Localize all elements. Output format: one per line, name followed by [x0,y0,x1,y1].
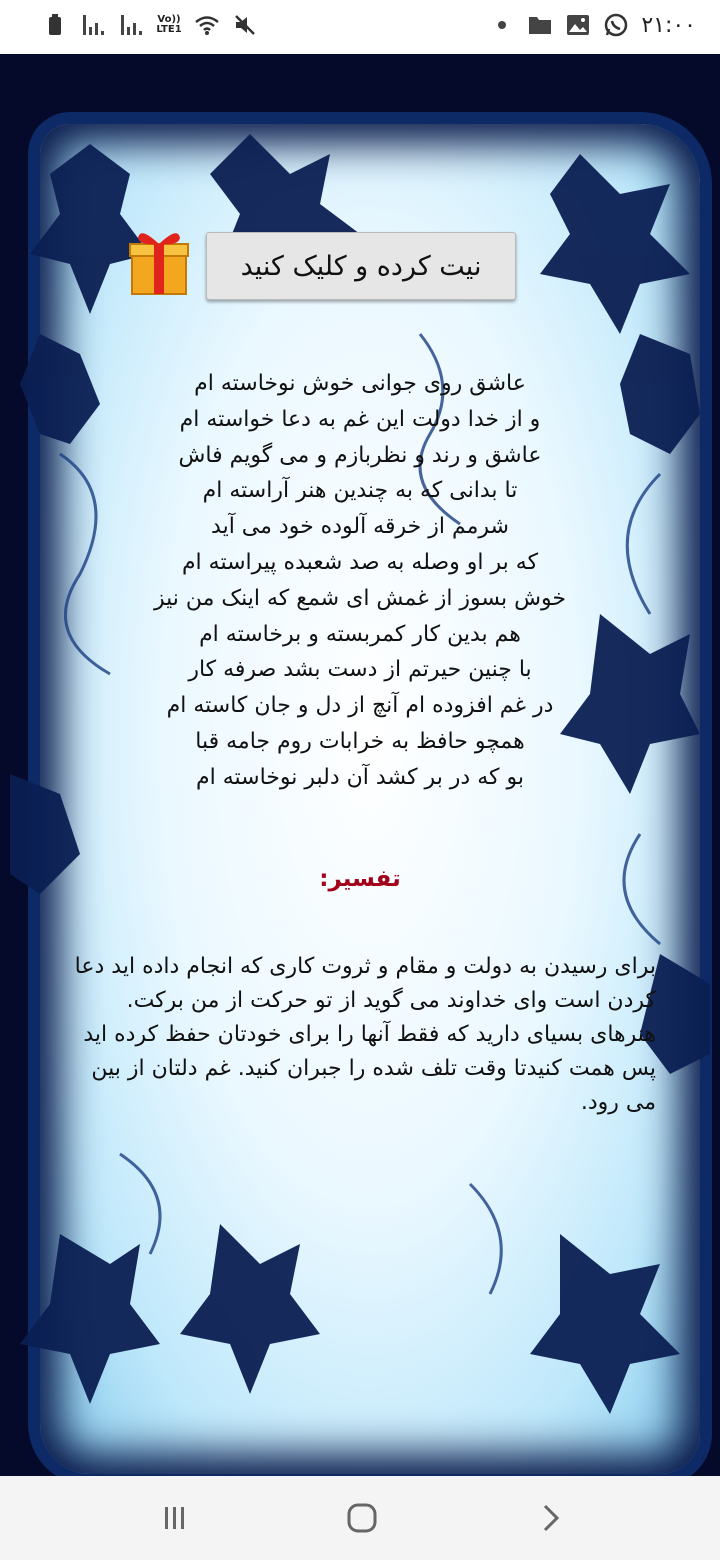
home-icon[interactable] [342,1498,382,1538]
status-time: ۲۱:۰۰ [641,12,696,38]
poem-line: در غم افزوده ام آنچ از دل و جان کاسته ام [166,693,554,719]
whatsapp-icon [603,12,629,38]
folder-icon [527,12,553,38]
poem-line: شرمم از خرقه آلوده خود می آید [211,514,509,540]
poem-line: خوش بسوز از غمش ای شمع که اینک من نیز [154,585,566,611]
back-icon[interactable] [530,1498,570,1538]
poem-line: که بر او وصله به صد شعبده پیراسته ام [181,549,539,575]
signal-icon-2 [118,12,144,38]
poem-line: عاشق و رند و نظربازم و می گویم فاش [178,442,542,468]
poem [40,366,680,796]
recent-apps-icon[interactable] [155,1498,195,1538]
wifi-icon [194,12,220,38]
dot-icon [489,12,515,38]
interpretation-title: تفسیر: [319,866,401,892]
poem-line: بو که در بر کشد آن دلبر نوخاسته ام [196,764,524,790]
poem-line: با چنین حیرتم از دست بشد صرفه کار [188,657,532,683]
signal-icon-1 [80,12,106,38]
status-bar [0,0,720,54]
interpretation-text: برای رسیدن به دولت و مقام و ثروت کاری که انجام داده اید دعا کردن است وای خداوند می گوید از تو حرکت از من برکت. هنرهای بسیای دارید که فقط آنها را برای خودتان حفظ کرده اید پس همت کنیدتا وقت تلف شده را جبران کنید. غم دلتان از بین می رود. [74,954,656,1115]
image-icon [565,12,591,38]
poem-line: تا بدانی که به چندین هنر آراسته ام [202,478,518,504]
navigation-bar [0,1476,720,1560]
lte-icon: Vo)) LTE1 [156,14,182,35]
poem-line: همچو حافظ به خرابات روم جامه قبا [195,728,525,754]
poem-line: عاشق روی جوانی خوش نوخاسته ام [194,371,526,396]
poem-line: هم بدین کار کمربسته و برخاسته ام [199,621,521,647]
mute-icon [232,12,258,38]
gift-icon[interactable] [128,226,190,296]
poem-line: و از خدا دولت این غم به دعا خواسته ام [179,406,541,432]
intention-click-button[interactable]: نیت کرده و کلیک کنید [206,232,516,300]
battery-icon [42,12,68,38]
